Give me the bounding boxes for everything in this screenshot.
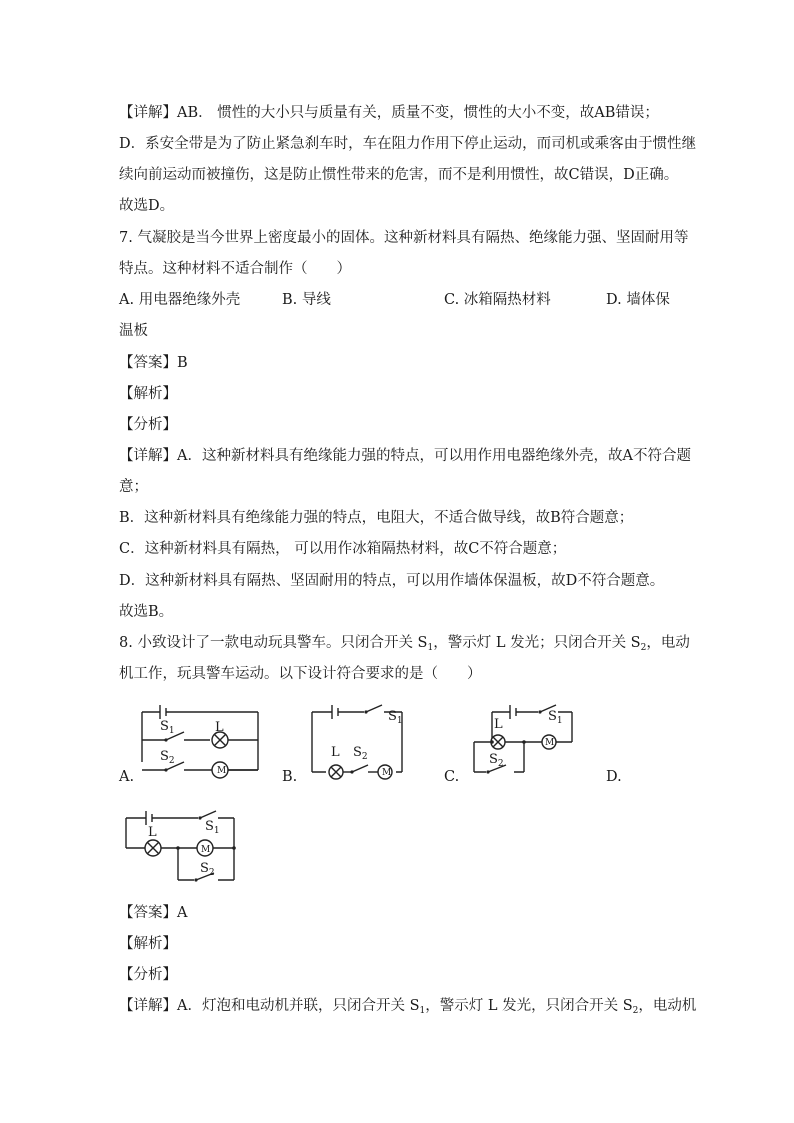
circuit-d-s2: $S_2$ <box>200 861 215 878</box>
q8-option-a-label: A. <box>119 769 135 785</box>
q7-option-d-wrap: 温板 <box>119 323 148 339</box>
q8-fenxi: 【分析】 <box>119 967 177 983</box>
circuit-b-lamp-label: L <box>331 745 340 760</box>
circuit-d-motor-label: M <box>201 845 211 855</box>
q7-stem-line1: 7. 气凝胶是当今世界上密度最小的固体。这种新材料具有隔热、绝缘能力强、坚固耐用等 <box>119 230 689 246</box>
q7-option-d: D. 墙体保 <box>606 292 670 308</box>
q7-detail-b: B．这种新材料具有绝缘能力强的特点，电阻大，不适合做导线，故B符合题意； <box>119 510 634 526</box>
circuit-a-lamp-label: L <box>215 720 224 735</box>
circuit-c-motor-label: M <box>545 738 555 748</box>
circuit-c-s2: $S_2$ <box>489 752 504 769</box>
q6-choose: 故选D。 <box>119 198 175 214</box>
q7-answer: 【答案】B <box>119 355 188 371</box>
q8-option-c-label: C. <box>444 769 460 785</box>
q8-detail-a: 【详解】A．灯泡和电动机并联，只闭合开关 $S_1$，警示灯 L 发光，只闭合开关 $S_2$，电动机 <box>119 998 697 1016</box>
circuit-diagram-d <box>120 806 240 886</box>
circuit-d-lamp-label: L <box>148 825 157 840</box>
circuit-c-s1: $S_1$ <box>548 709 563 726</box>
q8-stem-line2: 机工作，玩具警车运动。以下设计符合要求的是（ ） <box>119 666 482 682</box>
circuit-c-lamp-label: L <box>494 717 503 732</box>
q7-option-a: A. 用电器绝缘外壳 <box>119 292 241 308</box>
circuit-a-s1: $S_1$ <box>160 719 175 736</box>
q8-answer: 【答案】A <box>119 905 188 921</box>
circuit-b-s2: $S_2$ <box>353 745 368 762</box>
q7-detail-a: 【详解】A．这种新材料具有绝缘能力强的特点，可以用作用电器绝缘外壳，故A不符合题 <box>119 448 691 464</box>
circuit-a-motor-label: M <box>217 766 227 776</box>
q6-detail-d-line1: D．系安全带是为了防止紧急刹车时，车在阻力作用下停止运动，而司机或乘客由于惯性继 <box>119 136 697 152</box>
q8-option-b-label: B. <box>282 769 298 785</box>
circuit-a-s2: $S_2$ <box>160 749 175 766</box>
q8-analysis: 【解析】 <box>119 936 177 952</box>
q6-detail-d-line2: 续向前运动而被撞伤，这是防止惯性带来的危害，而不是利用惯性，故C错误，D正确。 <box>119 167 679 183</box>
q7-option-b: B. 导线 <box>282 292 331 308</box>
circuit-diagram-a <box>140 700 270 780</box>
q7-detail-a-wrap: 意； <box>119 479 148 495</box>
q6-detail-ab: 【详解】AB． 惯性的大小只与质量有关，质量不变，惯性的大小不变，故AB错误； <box>119 105 659 121</box>
q8-option-d-label: D. <box>606 769 622 785</box>
q7-option-c: C. 冰箱隔热材料 <box>444 292 551 308</box>
q8-stem-line1: 8. 小致设计了一款电动玩具警车。只闭合开关 $S_1$，警示灯 L 发光；只闭合开关 $S_2$，电动 <box>119 635 690 653</box>
q7-detail-c: C．这种新材料具有隔热， 可以用作冰箱隔热材料，故C不符合题意； <box>119 541 567 557</box>
circuit-d-s1: $S_1$ <box>205 819 220 836</box>
q7-choose: 故选B。 <box>119 604 174 620</box>
q7-analysis: 【解析】 <box>119 386 177 402</box>
q7-fenxi: 【分析】 <box>119 417 177 433</box>
q7-stem-line2: 特点。这种材料不适合制作（ ） <box>119 261 351 277</box>
circuit-b-motor-label: M <box>382 768 392 778</box>
circuit-b-s1: $S_1$ <box>388 709 403 726</box>
q7-detail-d: D．这种新材料具有隔热、坚固耐用的特点，可以用作墙体保温板，故D不符合题意。 <box>119 573 665 589</box>
